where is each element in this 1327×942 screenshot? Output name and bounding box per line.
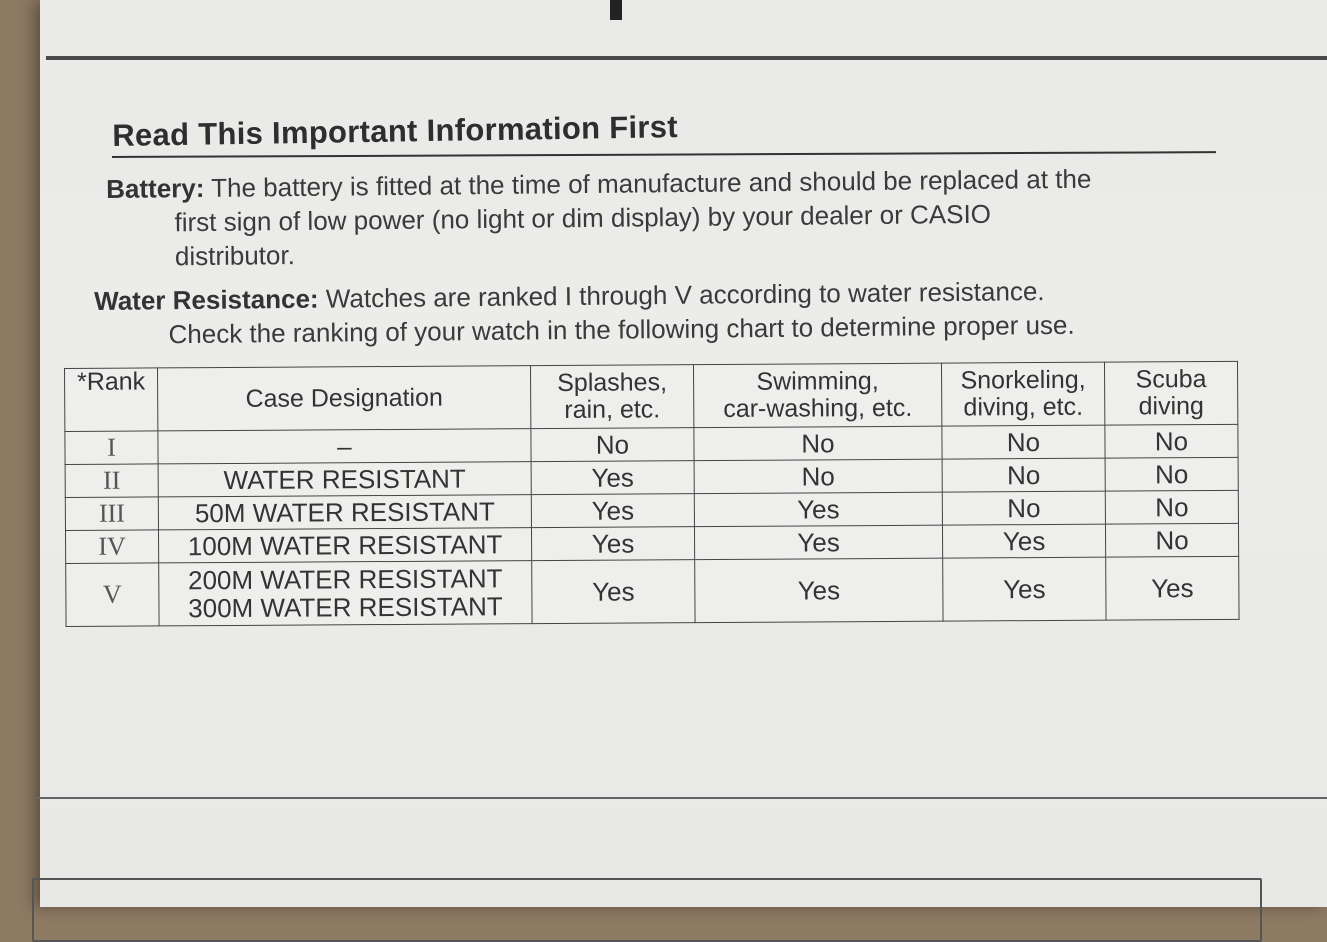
- cell-case-designation: 100M WATER RESISTANT: [158, 528, 531, 563]
- battery-text-line1: The battery is fitted at the time of manufacture and should be replaced at the: [204, 163, 1092, 203]
- cell-splashes: Yes: [531, 461, 694, 495]
- water-resistance-table: [64, 361, 1240, 627]
- header-swimming: [693, 363, 941, 428]
- cell-snorkeling: Yes: [943, 557, 1106, 621]
- cell-snorkeling: No: [942, 458, 1105, 492]
- header-scuba-line1: Scuba: [1135, 365, 1207, 394]
- bottom-rule: [36, 797, 1327, 799]
- page-title: Read This Important Information First: [112, 109, 679, 153]
- cell-case-line1: 200M WATER RESISTANT: [187, 563, 503, 596]
- header-rank: *Rank: [65, 368, 158, 432]
- cell-snorkeling: No: [942, 491, 1105, 525]
- cell-scuba: Yes: [1106, 556, 1239, 620]
- battery-label: Battery:: [106, 172, 205, 204]
- battery-text-line3: distributor.: [174, 240, 295, 272]
- header-splashes-line2: rain, etc.: [564, 395, 661, 424]
- cell-case-line2: 300M WATER RESISTANT: [188, 591, 503, 624]
- cell-splashes: Yes: [531, 494, 694, 528]
- cell-case-designation: –: [158, 429, 531, 464]
- cell-rank: II: [65, 464, 158, 498]
- cell-case-designation: [159, 561, 532, 626]
- header-scuba-line2: diving: [1138, 392, 1204, 421]
- header-scuba: [1104, 361, 1237, 425]
- cell-splashes: Yes: [531, 527, 694, 561]
- battery-paragraph: [106, 160, 1227, 274]
- header-swimming-line1: Swimming,: [756, 367, 879, 396]
- cell-swimming: Yes: [694, 525, 942, 560]
- cell-rank: I: [65, 431, 158, 465]
- cell-splashes: No: [531, 428, 694, 462]
- cell-scuba: No: [1105, 457, 1238, 491]
- cell-swimming: Yes: [694, 492, 942, 527]
- water-text-line1: Watches are ranked I through V according to water resistance.: [318, 276, 1045, 314]
- cell-scuba: No: [1105, 523, 1238, 557]
- cell-case-designation: WATER RESISTANT: [158, 462, 531, 497]
- header-swimming-line2: car-washing, etc.: [723, 393, 913, 423]
- cell-swimming: No: [694, 459, 942, 494]
- cell-case-designation: 50M WATER RESISTANT: [158, 495, 531, 530]
- water-text-line2: Check the ranking of your watch in the following chart to determine proper use.: [168, 309, 1075, 350]
- header-case-designation: Case Designation: [158, 366, 531, 431]
- cell-splashes: Yes: [532, 560, 695, 624]
- cell-rank: V: [66, 563, 159, 627]
- cell-scuba: No: [1105, 424, 1238, 458]
- cell-rank: III: [65, 497, 158, 531]
- cell-swimming: No: [694, 426, 942, 461]
- cell-rank: IV: [65, 530, 158, 564]
- header-splashes-line1: Splashes,: [557, 368, 668, 397]
- battery-text-line2: first sign of low power (no light or dim display) by your dealer or CASIO: [174, 198, 992, 238]
- cell-snorkeling: No: [942, 425, 1105, 459]
- header-splashes: [530, 365, 693, 429]
- header-snorkeling: [941, 362, 1104, 426]
- cell-snorkeling: Yes: [942, 524, 1105, 558]
- cell-swimming: Yes: [695, 558, 943, 623]
- water-label: Water Resistance:: [94, 283, 319, 316]
- table-header-row: [65, 361, 1238, 431]
- title-underline: [112, 151, 1216, 158]
- header-snorkeling-line1: Snorkeling,: [960, 365, 1086, 395]
- table-row: [66, 556, 1239, 626]
- cell-scuba: No: [1105, 490, 1238, 524]
- header-snorkeling-line2: diving, etc.: [963, 392, 1084, 422]
- water-resistance-paragraph: [94, 272, 1235, 352]
- footer-box: [32, 878, 1262, 942]
